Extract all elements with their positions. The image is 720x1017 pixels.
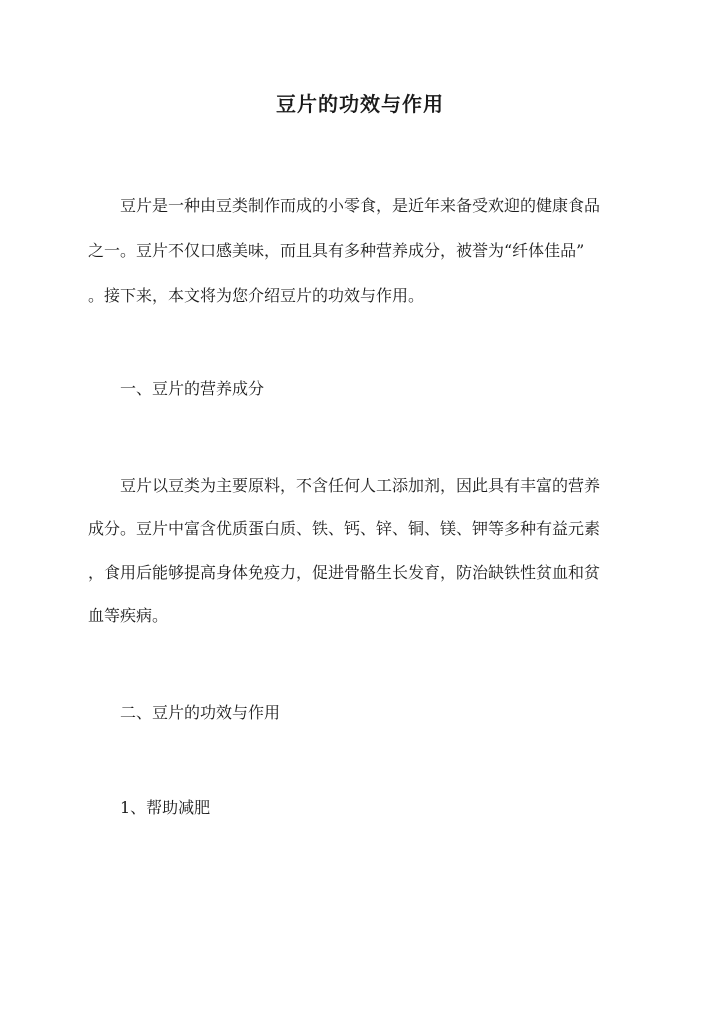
intro-line-3: 。接下来，本文将为您介绍豆片的功效与作用。	[88, 286, 425, 305]
section-2-heading: 二、豆片的功效与作用	[120, 703, 281, 722]
intro-line-2: 之一。豆片不仅口感美味，而且具有多种营养成分，被誉为“纤体佳品”	[88, 241, 585, 260]
document-title: 豆片的功效与作用	[276, 92, 444, 116]
subheading-1: 1、帮助减肥	[120, 798, 211, 817]
section-1-line-2: 成分。豆片中富含优质蛋白质、铁、钙、锌、铜、镁、钾等多种有益元素	[88, 519, 601, 538]
section-1-line-1: 豆片以豆类为主要原料，不含任何人工添加剂，因此具有丰富的营养	[120, 476, 601, 495]
section-1-line-3: ，食用后能够提高身体免疫力，促进骨骼生长发育，防治缺铁性贫血和贫	[88, 563, 601, 582]
intro-line-1: 豆片是一种由豆类制作而成的小零食，是近年来备受欢迎的健康食品	[120, 196, 601, 215]
section-1-line-4: 血等疾病。	[88, 606, 169, 625]
section-1-heading: 一、豆片的营养成分	[120, 379, 265, 398]
